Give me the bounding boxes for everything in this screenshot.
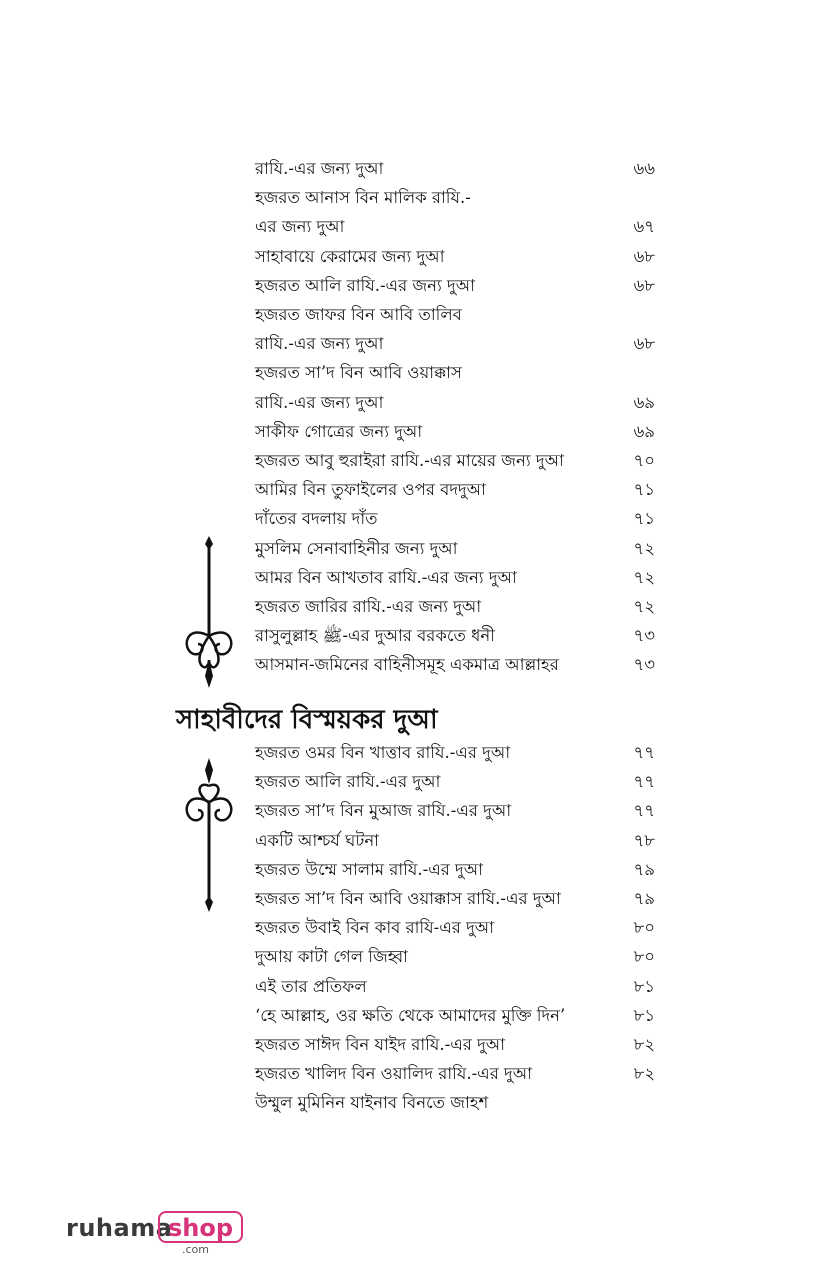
toc-entry: [255, 1089, 655, 1117]
toc-entry-title: রাসুলুল্লাহ ﷺ-এর দুআর বরকতে ধনী: [255, 626, 495, 646]
toc-entry-title: হজরত আলি রাযি.-এর জন্য দুআ: [255, 275, 475, 295]
section-heading: সাহাবীদের বিস্ময়কর দুআ: [176, 705, 438, 735]
toc-entry: [255, 1002, 655, 1030]
toc-entry: [255, 973, 655, 1001]
toc-entry-page: ৬৮: [633, 246, 655, 266]
toc-entry-page: ৬৭: [633, 217, 655, 237]
toc-entry: [255, 593, 655, 621]
toc-entry: [255, 213, 655, 241]
toc-entry-page: ৮২: [633, 1064, 655, 1084]
toc-entry-title: হজরত উবাই বিন কাব রাযি-এর দুআ: [255, 918, 494, 938]
toc-entry-page: ৮১: [633, 976, 655, 996]
toc-entry-title: হজরত সাঈদ বিন যাইদ রাযি.-এর দুআ: [255, 1035, 505, 1054]
toc-entry-title: উম্মুল মুমিনিন যাইনাব বিনতে জাহশ: [255, 1093, 489, 1113]
toc-entry: [255, 885, 655, 913]
toc-entry-page: ৬৬: [633, 159, 655, 178]
toc-entry: [255, 155, 655, 183]
toc-entry: [255, 651, 655, 679]
toc-entry-title: সাকীফ গোত্রের জন্য দুআ: [255, 421, 423, 441]
toc-entry-title: হজরত উম্মে সালাম রাযি.-এর দুআ: [255, 859, 483, 879]
toc-entry-page: ৬৮: [633, 275, 655, 295]
toc-entry: [255, 330, 655, 358]
toc-entry-page: ৭৭: [633, 772, 655, 792]
toc-entry-title: হজরত সা’দ বিন আবি ওয়াক্কাস রাযি.-এর দুআ: [255, 889, 561, 908]
toc-entry-title: রাযি.-এর জন্য দুআ: [255, 159, 384, 178]
toc-entry-page: ৮১: [633, 1005, 655, 1025]
toc-entry-title: এর জন্য দুআ: [255, 217, 345, 237]
toc-entry: [255, 359, 655, 387]
toc-entry-title: দুআয় কাটা গেল জিহ্বা: [255, 947, 408, 967]
toc-entry-page: ৭৮: [633, 830, 655, 850]
toc-entry: [255, 827, 655, 855]
toc-entry-title: হজরত আবু হুরাইরা রাযি.-এর মায়ের জন্য দুআ: [255, 451, 564, 470]
toc-entry-page: ৭২: [633, 567, 655, 587]
toc-entry-page: ৬৮: [633, 334, 655, 354]
toc-entry-page: ৬৯: [633, 421, 655, 441]
toc-entry-page: ৭৭: [633, 801, 655, 821]
ruhamashop-logo: [66, 1210, 236, 1256]
toc-entry: [255, 184, 655, 212]
toc-entry-title: রাযি.-এর জন্য দুআ: [255, 334, 384, 354]
toc-entry-title: হজরত আনাস বিন মালিক রাযি.-: [255, 188, 471, 208]
toc-entry-title: হজরত জাফর বিন আবি তালিব: [255, 305, 462, 324]
toc-entry: [255, 797, 655, 825]
toc-entry-page: ৮০: [633, 918, 655, 938]
toc-entry: [255, 535, 655, 563]
toc-entry: [255, 768, 655, 796]
toc-entry-page: ৭১: [633, 480, 655, 500]
toc-entry-title: ‘হে আল্লাহ, ওর ক্ষতি থেকে আমাদের মুক্তি দিন’: [255, 1005, 566, 1025]
toc-entry-title: হজরত খালিদ বিন ওয়ালিদ রাযি.-এর দুআ: [255, 1064, 532, 1084]
toc-entry: [255, 1031, 655, 1059]
toc-entry-title: সাহাবায়ে কেরামের জন্য দুআ: [255, 246, 445, 266]
toc-entry-page: ৭৯: [633, 889, 655, 908]
toc-entry: [255, 272, 655, 300]
toc-entry-page: ৭২: [633, 597, 655, 616]
toc-entry: [255, 301, 655, 329]
toc-entry-title: মুসলিম সেনাবাহিনীর জন্য দুআ: [255, 538, 458, 558]
scroll-ornament-icon: [180, 536, 238, 690]
toc-entry-title: হজরত আলি রাযি.-এর দুআ: [255, 772, 441, 792]
toc-entry-title: রাযি.-এর জন্য দুআ: [255, 392, 384, 412]
toc-entry: [255, 1060, 655, 1088]
toc-entry-page: ৮২: [633, 1035, 655, 1054]
toc-entry: [255, 914, 655, 942]
toc-entry-page: ৭০: [633, 451, 655, 470]
toc-entry-title: হজরত জারির রাযি.-এর জন্য দুআ: [255, 597, 482, 616]
toc-entry-title: আমির বিন তুফাইলের ওপর বদদুআ: [255, 480, 486, 500]
toc-entry-title: দাঁতের বদলায় দাঁত: [255, 509, 378, 529]
logo-word: ruhama: [66, 1214, 173, 1242]
toc-entry-title: এই তার প্রতিফল: [255, 976, 367, 996]
toc-entry-title: হজরত ওমর বিন খাত্তাব রাযি.-এর দুআ: [255, 743, 511, 762]
toc-entry-page: ৭২: [633, 538, 655, 558]
toc-entry-title: একটি আশ্চর্য ঘটনা: [255, 830, 379, 850]
toc-entry: [255, 739, 655, 767]
logo-badge: shop: [158, 1211, 243, 1243]
toc-entry: [255, 856, 655, 884]
toc-entry-title: হজরত সা’দ বিন মুআজ রাযি.-এর দুআ: [255, 801, 512, 821]
toc-entry-title: আমর বিন আখতাব রাযি.-এর জন্য দুআ: [255, 567, 517, 587]
toc-entry-page: ৮০: [633, 947, 655, 967]
toc-entry-page: ৭৩: [633, 655, 655, 675]
toc-entry: [255, 622, 655, 650]
toc-entry: [255, 418, 655, 446]
logo-suffix: .com: [182, 1243, 209, 1256]
toc-entry-title: হজরত সা’দ বিন আবি ওয়াক্কাস: [255, 363, 462, 383]
toc-entry: [255, 389, 655, 417]
toc-entry-page: ৬৯: [633, 392, 655, 412]
toc-entry: [255, 943, 655, 971]
toc-entry-page: ৭৩: [633, 626, 655, 646]
toc-entry: [255, 505, 655, 533]
scroll-ornament-icon: [180, 758, 238, 912]
toc-entry-page: ৭১: [633, 509, 655, 529]
toc-entry: [255, 447, 655, 475]
toc-entry-page: ৭৭: [633, 743, 655, 762]
toc-entry: [255, 476, 655, 504]
toc-entry-page: ৭৯: [633, 859, 655, 879]
toc-entry-title: আসমান-জমিনের বাহিনীসমূহ একমাত্র আল্লাহর: [255, 655, 559, 675]
toc-entry: [255, 564, 655, 592]
toc-entry: [255, 243, 655, 271]
